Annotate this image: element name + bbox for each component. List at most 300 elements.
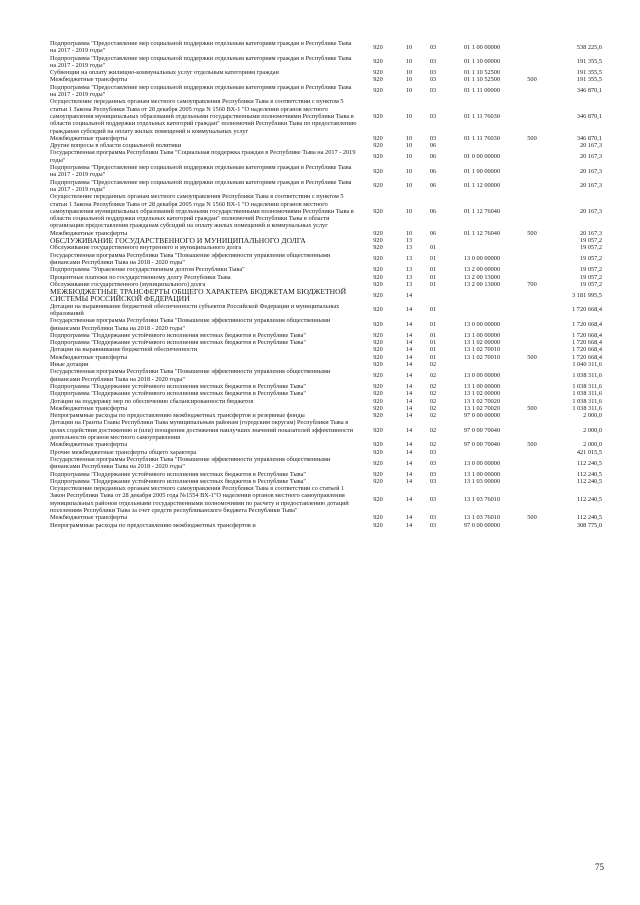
row-gr-code: 920 bbox=[373, 397, 383, 405]
row-name bbox=[50, 361, 358, 368]
row-rz-code: 14 bbox=[405, 339, 413, 347]
row-csr-code: 13 1 03 76010 bbox=[463, 514, 501, 522]
row-rz-code: 14 bbox=[405, 390, 413, 398]
row-name bbox=[50, 84, 358, 99]
row-vr-code bbox=[518, 266, 546, 273]
row-pr-code: 06 bbox=[429, 207, 437, 215]
row-csr-code bbox=[446, 303, 518, 318]
row-vr-code bbox=[518, 84, 546, 99]
row-rz-code: 14 bbox=[405, 372, 413, 379]
row-name bbox=[50, 135, 358, 142]
row-sum: 1 720 668,4 bbox=[572, 331, 602, 339]
row-name-text: Подпрограмма "Поддержание устойчивого исполнения местных бюджетов в Республике Тыва" bbox=[50, 331, 306, 339]
row-vr-code: 500 bbox=[527, 514, 537, 522]
row-name bbox=[50, 76, 358, 83]
row-name bbox=[50, 332, 358, 339]
row-rz-code: 13 bbox=[405, 237, 413, 245]
row-vr-code bbox=[518, 237, 546, 244]
row-vr-code: 500 bbox=[527, 404, 537, 412]
row-sum: 1 038 311,6 bbox=[572, 397, 602, 405]
row-gr-code: 920 bbox=[373, 43, 383, 51]
row-vr-code bbox=[518, 368, 546, 383]
table-row bbox=[50, 76, 602, 83]
row-gr-code: 920 bbox=[373, 87, 383, 95]
table-row bbox=[50, 135, 602, 142]
row-name-text: Дотации на Гранты Главы Республики Тыва муниципальным районам (городским округам) Республики Тыва в целях содействия достижению и (или) поощрения достижения наилучших значений показателей эффективности деятельности органов местного самоуправления bbox=[50, 419, 353, 442]
table-row bbox=[50, 522, 602, 529]
row-pr-code: 01 bbox=[429, 266, 437, 274]
row-pr-code: 03 bbox=[429, 521, 437, 529]
row-gr-code: 920 bbox=[373, 331, 383, 339]
row-csr-code: 01 1 10 52500 bbox=[463, 76, 501, 84]
table-row bbox=[50, 346, 602, 353]
row-name bbox=[50, 412, 358, 419]
row-pr-code: 01 bbox=[429, 273, 437, 281]
row-name-text: Осуществление переданных органам местного самоуправления Республики Тыва в соответствии с пунктом 5 статьи 1 Закона Республики Тыва от 28 декабря 2005 года N 1560 ВХ-1 "О наделении органов местного самоуправления муниципальных образований отдельными государственными полномочиями Республики Тыва в области социальной поддержки отдельных категорий граждан" полномочий Республики Тыва по предоставлению гражданам субсидий на оплату жилых помещений и коммунальных услуг bbox=[50, 98, 357, 135]
row-vr-code bbox=[518, 69, 546, 76]
row-csr-code: 13 2 00 13000 bbox=[463, 280, 501, 288]
row-pr-code: 03 bbox=[429, 470, 437, 478]
row-sum: 112 240,5 bbox=[577, 470, 602, 478]
table-row bbox=[50, 303, 602, 318]
row-csr-code bbox=[446, 237, 518, 244]
row-name bbox=[50, 514, 358, 521]
row-rz-code: 14 bbox=[405, 382, 413, 390]
row-sum: 20 167,3 bbox=[579, 229, 602, 237]
table-row bbox=[50, 40, 602, 55]
row-name-text: Непрограммные расходы по предоставлению межбюджетных трансфертов и bbox=[50, 521, 256, 529]
table-row bbox=[50, 383, 602, 390]
row-rz-code: 14 bbox=[405, 331, 413, 339]
row-sum: 112 240,5 bbox=[577, 496, 602, 504]
row-gr-code: 920 bbox=[373, 521, 383, 529]
row-vr-code bbox=[518, 149, 546, 164]
row-vr-code: 500 bbox=[527, 353, 537, 361]
table-row bbox=[50, 478, 602, 485]
row-vr-code bbox=[518, 55, 546, 70]
row-name-text: Прочие межбюджетные трансферты общего характера bbox=[50, 448, 197, 456]
row-gr-code: 920 bbox=[373, 237, 383, 245]
row-csr-code: 01 1 12 76040 bbox=[463, 229, 501, 237]
row-pr-code: 02 bbox=[429, 426, 437, 434]
row-pr-code: 01 bbox=[429, 280, 437, 288]
row-rz-code: 10 bbox=[405, 153, 413, 161]
row-vr-code: 500 bbox=[527, 76, 537, 84]
row-gr-code: 920 bbox=[373, 346, 383, 354]
row-rz-code: 13 bbox=[405, 255, 413, 263]
row-vr-code bbox=[518, 40, 546, 55]
row-name-text: МЕЖБЮДЖЕТНЫЕ ТРАНСФЕРТЫ ОБЩЕГО ХАРАКТЕРА БЮДЖЕТАМ БЮДЖЕТНОЙ СИСТЕМЫ РОССИЙСКОЙ ФЕДЕРАЦИИ bbox=[50, 287, 347, 304]
table-row bbox=[50, 252, 602, 267]
table-row bbox=[50, 514, 602, 521]
row-pr-code: 02 bbox=[429, 382, 437, 390]
budget-table bbox=[50, 40, 602, 529]
row-gr-code: 920 bbox=[373, 69, 383, 77]
row-pr-code: 03 bbox=[429, 134, 437, 142]
row-vr-code bbox=[518, 419, 546, 441]
row-sum: 20 167,3 bbox=[579, 167, 602, 175]
row-pr-code: 01 bbox=[429, 331, 437, 339]
row-sum: 1 720 668,4 bbox=[572, 353, 602, 361]
row-pr-code: 02 bbox=[429, 372, 437, 379]
row-sum: 308 775,0 bbox=[576, 521, 602, 529]
row-sum: 19 057,2 bbox=[579, 255, 602, 263]
row-name-text: Процентные платежи по государственному долгу Республики Тыва bbox=[50, 273, 231, 281]
row-rz-code: 10 bbox=[405, 43, 413, 51]
row-pr-code: 02 bbox=[429, 361, 437, 369]
row-sum: 1 720 668,4 bbox=[572, 320, 602, 328]
row-name-text: Другие вопросы в области социальной политики bbox=[50, 142, 182, 150]
row-gr-code: 920 bbox=[373, 372, 383, 379]
table-row bbox=[50, 390, 602, 397]
row-pr-code: 06 bbox=[429, 182, 437, 190]
row-csr-code: 97 0 00 70040 bbox=[463, 441, 501, 449]
row-name bbox=[50, 149, 358, 164]
table-row bbox=[50, 368, 602, 383]
row-gr-code: 920 bbox=[373, 353, 383, 361]
row-vr-code bbox=[518, 339, 546, 346]
row-vr-code bbox=[518, 288, 546, 303]
row-gr-code: 920 bbox=[373, 470, 383, 478]
row-name-text: Обслуживание государственного (муниципального) долга bbox=[50, 280, 206, 288]
row-gr-code: 920 bbox=[373, 280, 383, 288]
row-vr-code bbox=[518, 346, 546, 353]
row-csr-code: 01 1 10 00000 bbox=[463, 58, 501, 66]
row-pr-code: 02 bbox=[429, 412, 437, 420]
table-row bbox=[50, 361, 602, 368]
row-pr-code: 01 bbox=[429, 339, 437, 347]
row-gr-code: 920 bbox=[373, 404, 383, 412]
row-csr-code: 01 1 11 00000 bbox=[464, 87, 500, 95]
row-csr-code: 13 1 00 00000 bbox=[463, 331, 501, 339]
row-rz-code: 10 bbox=[405, 58, 413, 66]
row-csr-code: 13 1 02 70010 bbox=[463, 353, 501, 361]
row-rz-code: 14 bbox=[405, 397, 413, 405]
row-name bbox=[50, 368, 358, 383]
row-sum: 346 870,1 bbox=[576, 134, 602, 142]
row-name-text: Подпрограмма "Предоставление мер социальной поддержки отдельным категориям граждан в Республике Тыва на 2017 - 2019 годы" bbox=[50, 178, 352, 193]
row-name bbox=[50, 449, 358, 456]
row-name-text: Межбюджетные трансферты bbox=[50, 353, 128, 361]
row-sum: 191 355,5 bbox=[576, 76, 602, 84]
row-sum: 1 720 668,4 bbox=[572, 346, 602, 354]
row-pr-code: 06 bbox=[429, 167, 437, 175]
row-rz-code: 14 bbox=[405, 320, 413, 328]
row-csr-code: 13 1 00 00000 bbox=[463, 382, 501, 390]
row-csr-code bbox=[446, 142, 518, 149]
row-name bbox=[50, 485, 358, 514]
row-name-text: Подпрограмма "Поддержание устойчивого исполнения местных бюджетов в Республике Тыва" bbox=[50, 339, 306, 347]
row-name bbox=[50, 441, 358, 448]
row-rz-code: 10 bbox=[405, 142, 413, 150]
row-name-text: Государственная программа Республики Тыва "Повышение эффективности управления общественными финансами Республики Тыва на 2018 - 2020 годы" bbox=[50, 455, 331, 471]
row-rz-code: 10 bbox=[405, 229, 413, 237]
table-row bbox=[50, 398, 602, 405]
row-name-text: Подпрограмма "Поддержание устойчивого исполнения местных бюджетов в Республике Тыва" bbox=[50, 382, 306, 390]
row-name-text: Непрограммные расходы по предоставлению межбюджетных трансфертов и резервные фонды bbox=[50, 412, 305, 420]
row-gr-code: 920 bbox=[373, 76, 383, 84]
row-csr-code bbox=[446, 361, 518, 368]
row-gr-code: 920 bbox=[373, 58, 383, 66]
table-row bbox=[50, 69, 602, 76]
row-pr-code: 03 bbox=[429, 112, 437, 120]
row-pr-code bbox=[420, 237, 446, 244]
row-name bbox=[50, 69, 358, 76]
table-row bbox=[50, 412, 602, 419]
row-csr-code: 13 1 02 70010 bbox=[463, 346, 501, 354]
row-rz-code: 14 bbox=[405, 353, 413, 361]
table-row bbox=[50, 274, 602, 281]
row-name-text: Дотации на выравнивание бюджетной обеспеченности субъектов Российской Федерации и муниципальных образований bbox=[50, 302, 340, 317]
row-sum: 1 038 311,6 bbox=[572, 390, 602, 398]
row-sum: 19 057,2 bbox=[579, 273, 602, 281]
table-row bbox=[50, 485, 602, 514]
row-csr-code: 13 0 00 00000 bbox=[463, 255, 501, 263]
row-gr-code: 920 bbox=[373, 382, 383, 390]
row-name bbox=[50, 55, 358, 70]
row-vr-code: 500 bbox=[527, 134, 537, 142]
row-name-text: Межбюджетные трансферты bbox=[50, 404, 128, 412]
row-name bbox=[50, 40, 358, 55]
row-sum: 538 225,6 bbox=[576, 43, 602, 51]
row-vr-code bbox=[518, 361, 546, 368]
row-rz-code: 14 bbox=[405, 291, 413, 299]
row-rz-code: 14 bbox=[405, 521, 413, 529]
row-name-text: Подпрограмма "Предоставление мер социальной поддержки отдельным категориям граждан в Республике Тыва на 2017 - 2019 годы" bbox=[50, 40, 352, 55]
row-pr-code: 01 bbox=[429, 306, 437, 314]
row-vr-code bbox=[518, 398, 546, 405]
table-row bbox=[50, 55, 602, 70]
row-vr-code: 500 bbox=[527, 441, 537, 449]
row-name-text: Межбюджетные трансферты bbox=[50, 76, 128, 84]
row-rz-code: 10 bbox=[405, 134, 413, 142]
row-sum: 19 057,2 bbox=[579, 237, 602, 245]
row-vr-code bbox=[518, 456, 546, 471]
row-rz-code: 14 bbox=[405, 361, 413, 369]
row-gr-code: 920 bbox=[373, 134, 383, 142]
row-pr-code: 01 bbox=[429, 244, 437, 252]
row-pr-code bbox=[420, 288, 446, 303]
row-sum: 1 038 311,6 bbox=[572, 382, 602, 390]
row-pr-code: 03 bbox=[429, 477, 437, 485]
row-vr-code bbox=[518, 244, 546, 251]
row-vr-code bbox=[518, 193, 546, 229]
row-gr-code: 920 bbox=[373, 112, 383, 120]
row-gr-code: 920 bbox=[373, 320, 383, 328]
row-csr-code bbox=[446, 244, 518, 251]
row-gr-code: 920 bbox=[373, 291, 383, 299]
row-pr-code: 02 bbox=[429, 397, 437, 405]
row-gr-code: 920 bbox=[373, 182, 383, 190]
table-row bbox=[50, 456, 602, 471]
row-name bbox=[50, 419, 358, 441]
row-sum: 1 720 668,4 bbox=[572, 339, 602, 347]
row-gr-code: 920 bbox=[373, 459, 383, 467]
table-row bbox=[50, 164, 602, 179]
row-rz-code: 10 bbox=[405, 182, 413, 190]
row-csr-code: 13 1 02 70020 bbox=[463, 397, 501, 405]
row-pr-code: 02 bbox=[429, 441, 437, 449]
row-name bbox=[50, 274, 358, 281]
row-rz-code: 13 bbox=[405, 244, 413, 252]
table-row bbox=[50, 142, 602, 149]
row-sum: 19 057,2 bbox=[579, 280, 602, 288]
row-name-text: Подпрограмма "Поддержание устойчивого исполнения местных бюджетов в Республике Тыва" bbox=[50, 477, 306, 485]
row-csr-code: 13 1 02 70020 bbox=[463, 404, 501, 412]
row-gr-code: 920 bbox=[373, 153, 383, 161]
row-name bbox=[50, 237, 358, 244]
row-sum: 20 167,3 bbox=[579, 142, 602, 150]
row-name-text: ОБСЛУЖИВАНИЕ ГОСУДАРСТВЕННОГО И МУНИЦИПАЛЬНОГО ДОЛГА bbox=[50, 236, 306, 246]
row-gr-code: 920 bbox=[373, 167, 383, 175]
row-name bbox=[50, 179, 358, 194]
row-csr-code: 01 1 10 52500 bbox=[463, 69, 501, 77]
row-name bbox=[50, 193, 358, 229]
row-sum: 1 038 311,6 bbox=[572, 404, 602, 412]
row-gr-code: 920 bbox=[373, 255, 383, 263]
row-rz-code: 10 bbox=[405, 69, 413, 77]
row-rz-code: 14 bbox=[405, 470, 413, 478]
row-pr-code: 03 bbox=[429, 58, 437, 66]
row-name-text: Дотации на поддержку мер по обеспечению сбалансированности бюджетов bbox=[50, 397, 254, 405]
row-name bbox=[50, 346, 358, 353]
row-vr-code bbox=[518, 179, 546, 194]
row-sum: 191 355,5 bbox=[576, 69, 602, 77]
row-rz-code: 14 bbox=[405, 441, 413, 449]
row-name-text: Подпрограмма "Предоставление мер социальной поддержки отдельным категориям граждан в Республике Тыва на 2017 - 2019 годы" bbox=[50, 164, 352, 179]
row-pr-code: 02 bbox=[429, 404, 437, 412]
row-csr-code bbox=[446, 288, 518, 303]
row-gr-code: 920 bbox=[373, 426, 383, 434]
row-csr-code: 01 1 12 00000 bbox=[463, 182, 501, 190]
row-gr-code: 920 bbox=[373, 207, 383, 215]
row-csr-code: 01 1 12 76040 bbox=[463, 207, 501, 215]
row-pr-code: 03 bbox=[429, 514, 437, 522]
row-vr-code bbox=[518, 142, 546, 149]
row-gr-code: 920 bbox=[373, 273, 383, 281]
row-name-text: Дотации на выравнивание бюджетной обеспеченности bbox=[50, 346, 198, 354]
row-name-text: Государственная программа Республики Тыва "Повышение эффективности управления общественными финансами Республики Тыва на 2018 - 2020 годы" bbox=[50, 317, 331, 332]
row-sum: 112 240,5 bbox=[577, 459, 602, 467]
table-row bbox=[50, 149, 602, 164]
row-vr-code bbox=[518, 332, 546, 339]
row-rz-code: 10 bbox=[405, 112, 413, 120]
table-row bbox=[50, 354, 602, 361]
row-name-text: Осуществление переданных органам местного самоуправления Республики Тыва в соответствии с пунктом 5 статьи 1 Закона Республики Тыва от 28 декабря 2005 года N 1560 ВХ-1 "О наделении органов местного самоуправления муниципальных образований отдельными государственными полномочиями Республики Тыва в области социальной поддержки отдельных категорий граждан" полномочий Республики Тыва в области организации предоставления гражданам субсидий на оплату жилых помещений и коммунальных услуг bbox=[50, 193, 354, 230]
row-name bbox=[50, 478, 358, 485]
row-csr-code: 97 0 00 00000 bbox=[463, 412, 501, 420]
row-vr-code bbox=[518, 471, 546, 478]
row-pr-code: 01 bbox=[429, 346, 437, 354]
row-name bbox=[50, 398, 358, 405]
row-rz-code: 13 bbox=[405, 273, 413, 281]
row-sum: 2 000,0 bbox=[583, 441, 602, 449]
row-pr-code: 02 bbox=[429, 390, 437, 398]
row-rz-code: 13 bbox=[405, 266, 413, 274]
table-row bbox=[50, 179, 602, 194]
row-sum: 3 181 995,5 bbox=[572, 291, 602, 299]
row-sum: 20 167,3 bbox=[579, 207, 602, 215]
row-csr-code: 01 0 00 00000 bbox=[463, 153, 501, 161]
row-gr-code: 920 bbox=[373, 339, 383, 347]
table-row bbox=[50, 288, 602, 303]
row-vr-code bbox=[518, 449, 546, 456]
row-sum: 20 167,3 bbox=[579, 153, 602, 161]
table-row bbox=[50, 98, 602, 134]
row-name-text: Подпрограмма "Предоставление мер социальной поддержки отдельным категориям граждан в Республике Тыва на 2017 - 2019 годы" bbox=[50, 54, 352, 69]
row-sum: 20 167,3 bbox=[579, 182, 602, 190]
row-csr-code: 01 1 11 76030 bbox=[464, 134, 500, 142]
row-name-text: Подпрограмма "Поддержание устойчивого исполнения местных бюджетов в Республике Тыва" bbox=[50, 390, 306, 398]
row-sum: 346 870,1 bbox=[576, 87, 602, 95]
row-rz-code: 14 bbox=[405, 459, 413, 467]
row-vr-code bbox=[518, 522, 546, 529]
table-row bbox=[50, 317, 602, 332]
row-rz-code: 13 bbox=[405, 280, 413, 288]
table-row bbox=[50, 405, 602, 412]
table-row bbox=[50, 237, 602, 244]
row-rz-code: 14 bbox=[405, 306, 413, 314]
table-row bbox=[50, 441, 602, 448]
row-rz-code: 14 bbox=[405, 426, 413, 434]
row-sum: 1 720 668,4 bbox=[572, 306, 602, 314]
row-pr-code: 01 bbox=[429, 255, 437, 263]
row-rz-code: 10 bbox=[405, 167, 413, 175]
row-sum: 346 870,1 bbox=[576, 112, 602, 120]
row-pr-code: 06 bbox=[429, 153, 437, 161]
row-csr-code: 13 2 00 00000 bbox=[463, 266, 501, 274]
row-sum: 2 000,0 bbox=[583, 412, 602, 420]
row-gr-code: 920 bbox=[373, 229, 383, 237]
row-vr-code bbox=[518, 383, 546, 390]
row-gr-code: 920 bbox=[373, 514, 383, 522]
row-sum: 112 240,5 bbox=[577, 514, 602, 522]
row-csr-code: 97 0 00 00000 bbox=[463, 521, 501, 529]
row-gr-code: 920 bbox=[373, 496, 383, 504]
row-pr-code: 03 bbox=[429, 76, 437, 84]
row-csr-code: 13 1 00 00000 bbox=[463, 470, 501, 478]
row-vr-code bbox=[518, 412, 546, 419]
row-pr-code: 06 bbox=[429, 142, 437, 150]
row-name-text: Обслуживание государственного внутреннего и муниципального долга bbox=[50, 244, 242, 252]
row-rz-code: 14 bbox=[405, 448, 413, 456]
row-gr-code: 920 bbox=[373, 412, 383, 420]
row-name bbox=[50, 244, 358, 251]
row-name bbox=[50, 142, 358, 149]
row-csr-code: 01 1 00 00000 bbox=[463, 43, 501, 51]
row-pr-code: 06 bbox=[429, 229, 437, 237]
row-gr-code: 920 bbox=[373, 390, 383, 398]
table-row bbox=[50, 419, 602, 441]
row-vr-code bbox=[518, 317, 546, 332]
row-name bbox=[50, 339, 358, 346]
row-vr-code: 700 bbox=[527, 280, 537, 288]
row-name bbox=[50, 354, 358, 361]
row-csr-code: 01 1 11 76030 bbox=[464, 112, 500, 120]
row-sum: 19 057,2 bbox=[579, 266, 602, 274]
row-csr-code: 13 1 03 00000 bbox=[463, 477, 501, 485]
row-vr-code bbox=[518, 252, 546, 267]
row-sum: 1 040 311,6 bbox=[572, 361, 602, 369]
row-name-text: Подпрограмма "Поддержание устойчивого исполнения местных бюджетов в Республике Тыва" bbox=[50, 470, 306, 478]
page-number: 75 bbox=[595, 862, 604, 872]
row-vr-code bbox=[518, 274, 546, 281]
row-gr-code: 920 bbox=[373, 477, 383, 485]
row-rz-code: 10 bbox=[405, 76, 413, 84]
row-pr-code: 03 bbox=[429, 459, 437, 467]
row-gr-code: 920 bbox=[373, 361, 383, 369]
table-row bbox=[50, 449, 602, 456]
